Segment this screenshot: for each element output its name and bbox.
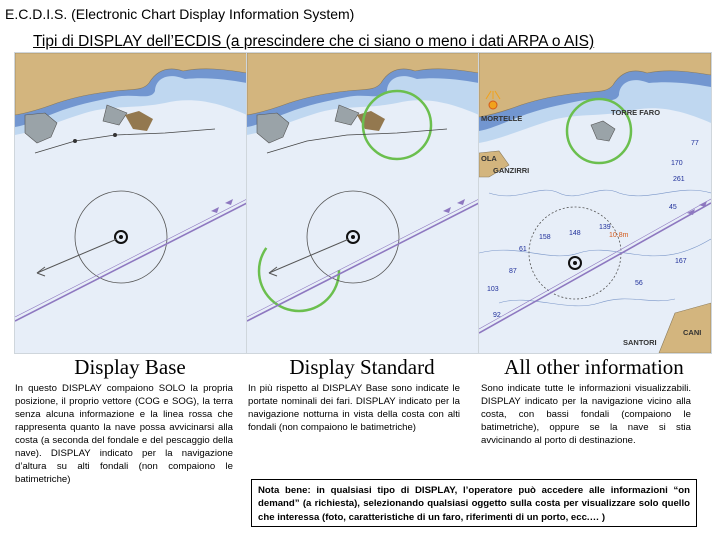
label-santori: SANTORI [623, 338, 657, 347]
chart-image-standard [247, 53, 479, 353]
own-ship-icon [573, 261, 577, 265]
sounding: 158 [539, 234, 551, 241]
sounding: 45 [669, 204, 677, 211]
sounding: 261 [673, 176, 685, 183]
sounding: 148 [569, 230, 581, 237]
sounding: 167 [675, 258, 687, 265]
lighthouse-icon [489, 101, 497, 109]
description-display-base: In questo DISPLAY compaiono SOLO la propria posizione, il proprio vettore (COG e SOG), la terra senza alcuna informazione e la linea rossa che rappresenta quanto la nave possa avvicinarsi alla costa (a seconda del fondale e del pescaggio della nave). DISPLAY indicato per la navigazione d’altura su alti fondali (non compaiono le batimetriche) [15, 383, 233, 485]
sounding: 61 [519, 246, 527, 253]
sounding: 92 [493, 312, 501, 319]
label-ganzirri: GANZIRRI [493, 166, 530, 175]
chart-image-base [15, 53, 247, 353]
chart-panel-base [14, 52, 248, 354]
reference-point [113, 133, 117, 137]
heading-all-other-information: All other information [504, 355, 684, 379]
sounding: 77 [691, 140, 699, 147]
chart-panel-other [478, 52, 712, 354]
heading-display-standard: Display Standard [289, 355, 435, 379]
heading-display-base: Display Base [74, 355, 186, 379]
page-title: E.C.D.I.S. (Electronic Chart Display Information System) [5, 6, 355, 22]
sounding: 103 [487, 286, 499, 293]
light-characteristic-label: 10.8m [609, 232, 629, 239]
chart-image-other [479, 53, 711, 353]
sounding: 56 [635, 280, 643, 287]
sounding: 170 [671, 160, 683, 167]
reference-point [73, 139, 77, 143]
description-display-standard: In più rispetto al DISPLAY Base sono indicate le portate nominali dei fari. DISPLAY indicato per la navigazione notturna in vista della costa con alti fondali (non compaiono le batimetriche) [248, 383, 460, 433]
label-torre-faro: TORRE FARO [611, 108, 661, 117]
label-cani: CANI [683, 328, 702, 337]
sounding: 139 [599, 224, 611, 231]
description-all-other-information: Sono indicate tutte le informazioni visualizzabili. DISPLAY indicato per la navigazione vicino alla costa, con bassi fondali (compaiono le batimetriche), oppure se la nave si stia avvicinando al porto di destinazione. [481, 383, 691, 446]
label-mortelle: MORTELLE [481, 114, 523, 123]
note-box: Nota bene: in qualsiasi tipo di DISPLAY, l’operatore può accedere alle informazioni “on demand” (a richiesta), selezionando qualsiasi oggetto sulla costa per visualizzare solo quello che interessa (foto, caratteristiche di un faro, riferimenti di un porto, ecc.… ) [251, 479, 697, 527]
sounding: 87 [509, 268, 517, 275]
own-ship-icon [351, 235, 355, 239]
chart-panel-standard [246, 52, 480, 354]
page-subtitle: Tipi di DISPLAY dell’ECDIS (a prescindere che ci siano o meno i dati ARPA o AIS) [33, 33, 595, 50]
label-ola: OLA [481, 154, 497, 163]
own-ship-icon [119, 235, 123, 239]
